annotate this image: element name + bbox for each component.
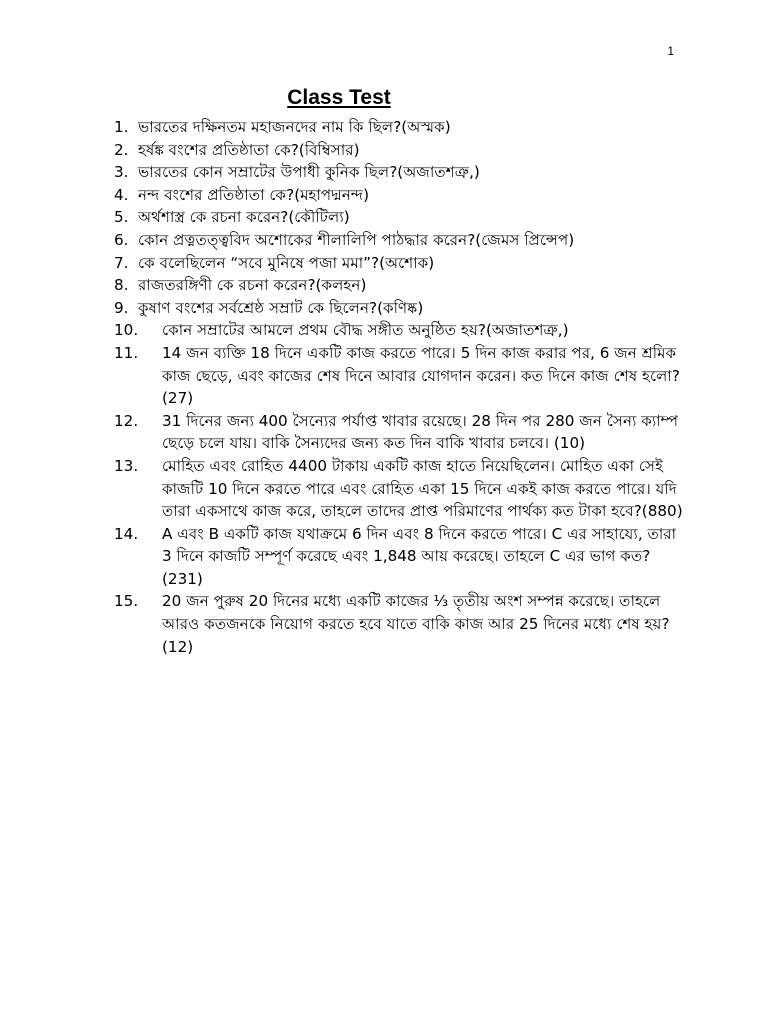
question-number: 15. — [114, 592, 139, 611]
page-number: 1 — [667, 44, 674, 58]
question-item — [114, 139, 684, 162]
question-text: রাজতরঙ্গিণী কে রচনা করেন?(কলহন) — [138, 276, 367, 295]
question-text: নন্দ বংশের প্রতিষ্ঠাতা কে?(মহাপদ্মনন্দ) — [138, 185, 370, 204]
question-item — [114, 319, 684, 342]
question-number: 12. — [114, 411, 139, 430]
question-item — [114, 252, 684, 275]
question-number: 3. — [114, 163, 129, 182]
question-text: হর্ষঙ্ক বংশের প্রতিষ্ঠাতা কে?(বিম্বিসার) — [138, 140, 360, 159]
question-item — [114, 274, 684, 297]
question-number: 10. — [114, 321, 139, 340]
question-text: অর্থশাস্ত্র কে রচনা করেন?(কৌটিল্য) — [138, 208, 350, 227]
page-title: Class Test — [287, 86, 391, 109]
question-item — [114, 523, 684, 591]
question-item — [114, 116, 684, 139]
question-item — [114, 161, 684, 184]
question-text: 31 দিনের জন্য 400 সৈন্যের পর্যাপ্ত খাবার রয়েছে। 28 দিন পর 280 জন সৈন্য ক্যাম্প ছেড়ে চলে যায়। বাকি সৈন্যদের জন্য কত দিন বাকি খাবার চলবে। (10) — [162, 411, 679, 453]
question-number: 6. — [114, 230, 129, 249]
question-number: 1. — [114, 118, 129, 136]
question-item — [114, 455, 684, 523]
question-text: কোন প্রত্নতত্ত্ববিদ অশোকের শীলালিপি পাঠদ্ধার করেন?(জেমস প্রিন্সেপ) — [138, 230, 575, 249]
question-list — [114, 116, 684, 658]
question-number: 4. — [114, 185, 129, 204]
question-item — [114, 206, 684, 229]
question-text: কোন সম্রাটের আমলে প্রথম বৌদ্ধ সঙ্গীত অনুষ্ঠিত হয়?(অজাতশত্রু,) — [162, 321, 569, 340]
question-text: 14 জন ব্যক্তি 18 দিনে একটি কাজ করতে পারে। 5 দিন কাজ করার পর, 6 জন শ্রমিক কাজ ছেড়ে, এবং কাজের শেষ দিনে আবার যোগদান করেন। কত দিনে কাজ শেষ হলো?(27) — [162, 343, 680, 408]
question-text: কে বলেছিলেন “সবে মুনিষে পজা মমা”?(অশোক) — [138, 253, 435, 272]
question-text: ভারতের দক্ষিনতম মহাজনদের নাম কি ছিল?(অস্মক) — [138, 118, 451, 136]
question-number: 7. — [114, 253, 129, 272]
question-item — [114, 184, 684, 207]
question-number: 2. — [114, 140, 129, 159]
question-text: মোহিত এবং রোহিত 4400 টাকায় একটি কাজ হাতে নিয়েছিলেন। মোহিত একা সেই কাজটি 10 দিনে করতে পারে এবং রোহিত একা 15 দিনে একই কাজ করতে পারে। যদি তারা একসাথে কাজ করে, তাহলে তাদের প্রাপ্ত পরিমাণের পার্থক্য কত টাকা হবে?(880) — [162, 456, 683, 521]
question-item — [114, 410, 684, 455]
question-text: ভারতের কোন সম্রাটের উপাধী কুনিক ছিল?(অজাতশত্রু,) — [138, 163, 480, 182]
question-text: A এবং B একটি কাজ যথাক্রমে 6 দিন এবং 8 দিনে করতে পারে। C এর সাহায্যে, তারা 3 দিনে কাজটি সম্পূর্ণ করেছে এবং 1,848 আয় করেছে। তাহলে C এর ভাগ কত?(231) — [162, 524, 677, 588]
question-item — [114, 297, 684, 320]
question-text: কুষাণ বংশের সর্বশ্রেষ্ঠ সম্রাট কে ছিলেন?(কণিষ্ক) — [138, 298, 424, 317]
question-text: 20 জন পুরুষ 20 দিনের মধ্যে একটি কাজের ⅓ তৃতীয় অংশ সম্পন্ন করেছে। তাহলে আরও কতজনকে নিয়োগ করতে হবে যাতে বাকি কাজ আর 25 দিনের মধ্যে শেষ হয়?(12) — [162, 592, 670, 656]
question-item — [114, 342, 684, 410]
question-number: 8. — [114, 276, 129, 295]
question-number: 13. — [114, 456, 139, 475]
question-number: 5. — [114, 208, 129, 227]
question-number: 14. — [114, 524, 139, 543]
question-item — [114, 590, 684, 658]
question-number: 9. — [114, 298, 129, 317]
question-number: 11. — [114, 343, 139, 362]
question-item — [114, 229, 684, 252]
